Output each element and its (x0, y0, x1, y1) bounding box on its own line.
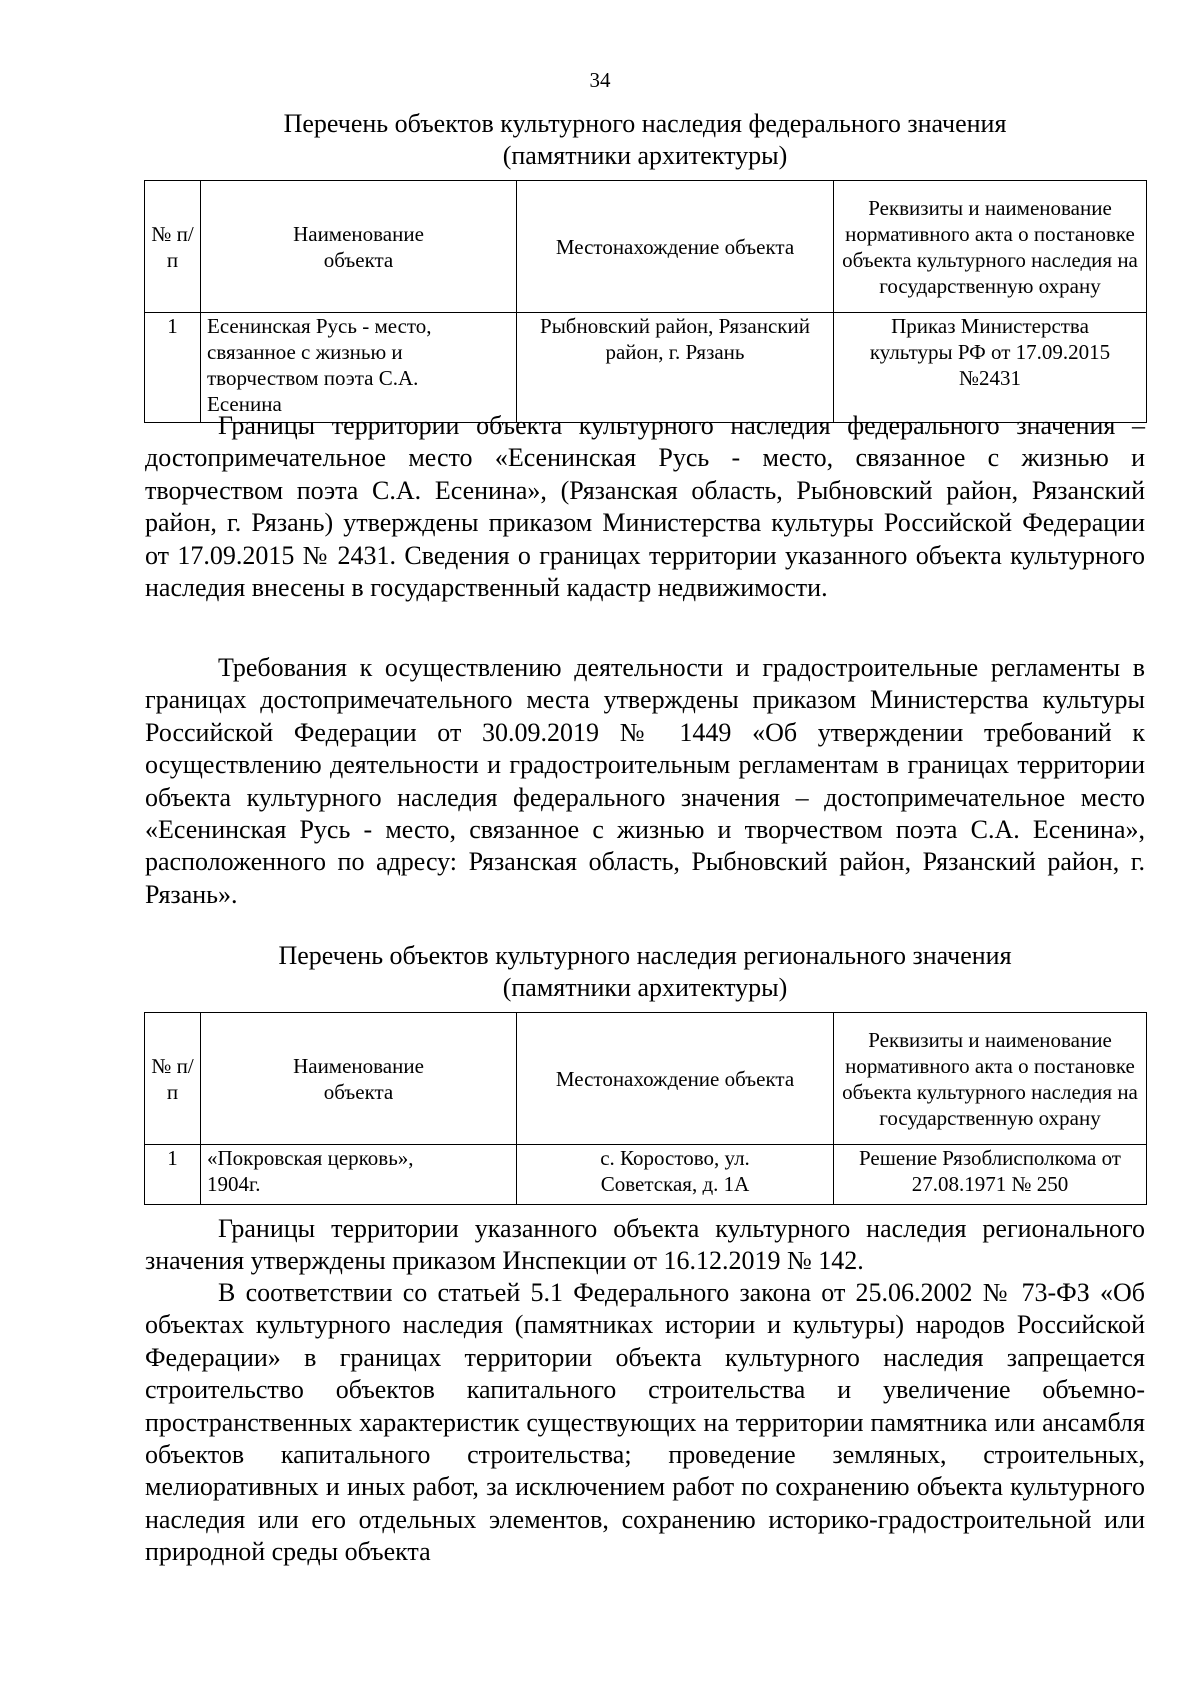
table-header-row (145, 181, 1147, 313)
regional-heading-line1: Перечень объектов культурного наследия регионального значения (278, 941, 1012, 970)
federal-heading-line1: Перечень объектов культурного наследия федерального значения (283, 109, 1007, 138)
cell-act: Приказ Министерства культуры РФ от 17.09.2015 №2431 (834, 313, 1147, 423)
cell-act: Решение Рязоблисполкома от 27.08.1971 № 250 (834, 1145, 1147, 1205)
table-row (145, 313, 1147, 423)
table-row (145, 1145, 1147, 1205)
federal-heading-line2: (памятники архитектуры) (502, 141, 788, 170)
header-name: Наименование объекта (201, 181, 517, 313)
header-location: Местонахождение объекта (517, 181, 834, 313)
table-header-row (145, 1013, 1147, 1145)
federal-boundaries-paragraph: Границы территории объекта культурного наследия федерального значения – достопримечательное место «Есенинская Русь - место, связанное с жизнью и творчеством поэта С.А. Есенина», (Рязанская область, Рыбновский район, Рязанский район, г. Рязань) утверждены приказом Министерства культуры Российской Федерации от 17.09.2015 № 2431. Сведения о границах территории указанного объекта культурного наследия внесены в государственный кадастр недвижимости. (145, 411, 1145, 603)
header-location: Местонахождение объекта (517, 1013, 834, 1145)
header-act: Реквизиты и наименование нормативного акта о постановке объекта культурного наследия на государственную охрану (834, 1013, 1147, 1145)
page-number: 34 (589, 68, 611, 92)
federal-requirements-paragraph: Требования к осуществлению деятельности и градостроительные регламенты в границах достопримечательного места утверждены приказом Министерства культуры Российской Федерации от 30.09.2019 № 1449 «Об утверждении требований к осуществлению деятельности и градостроительным регламентам в границах территории объекта культурного наследия федерального значения – достопримечательное место «Есенинская Русь - место, связанное с жизнью и творчеством поэта С.А. Есенина», расположенного по адресу: Рязанская область, Рыбновский район, Рязанский район, г. Рязань». (145, 653, 1145, 909)
header-num: № п/п (145, 181, 201, 313)
cell-location: с. Коростово, ул. Советская, д. 1А (517, 1145, 834, 1205)
header-num: № п/п (145, 1013, 201, 1145)
cell-location: Рыбновский район, Рязанский район, г. Рязань (517, 313, 834, 423)
federal-heading (145, 108, 1145, 172)
regional-objects-table (144, 1012, 1147, 1205)
cell-num: 1 (145, 1145, 201, 1205)
regional-boundaries-paragraph: Границы территории указанного объекта культурного наследия регионального значения утверждены приказом Инспекции от 16.12.2019 № 142. (145, 1214, 1145, 1276)
cell-num: 1 (145, 313, 201, 423)
header-act: Реквизиты и наименование нормативного акта о постановке объекта культурного наследия на государственную охрану (834, 181, 1147, 313)
federal-objects-table (144, 180, 1147, 423)
regional-heading (145, 940, 1145, 1004)
cell-name: «Покровская церковь», 1904г. (201, 1145, 517, 1205)
header-name: Наименование объекта (201, 1013, 517, 1145)
cell-name: Есенинская Русь - место, связанное с жизнью и творчеством поэта С.А. Есенина (201, 313, 517, 423)
regional-restrictions-paragraph: В соответствии со статьей 5.1 Федерального закона от 25.06.2002 № 73-ФЗ «Об объектах культурного наследия (памятниках истории и культуры) народов Российской Федерации» в границах территории объекта культурного наследия запрещается строительство объектов капитального строительства и увеличение объемно-пространственных характеристик существующих на территории памятника или ансамбля объектов капитального строительства; проведение земляных, строительных, мелиоративных и иных работ, за исключением работ по сохранению объекта культурного наследия или его отдельных элементов, сохранению историко-градостроительной или природной среды объекта (145, 1278, 1145, 1567)
regional-heading-line2: (памятники архитектуры) (502, 973, 788, 1002)
